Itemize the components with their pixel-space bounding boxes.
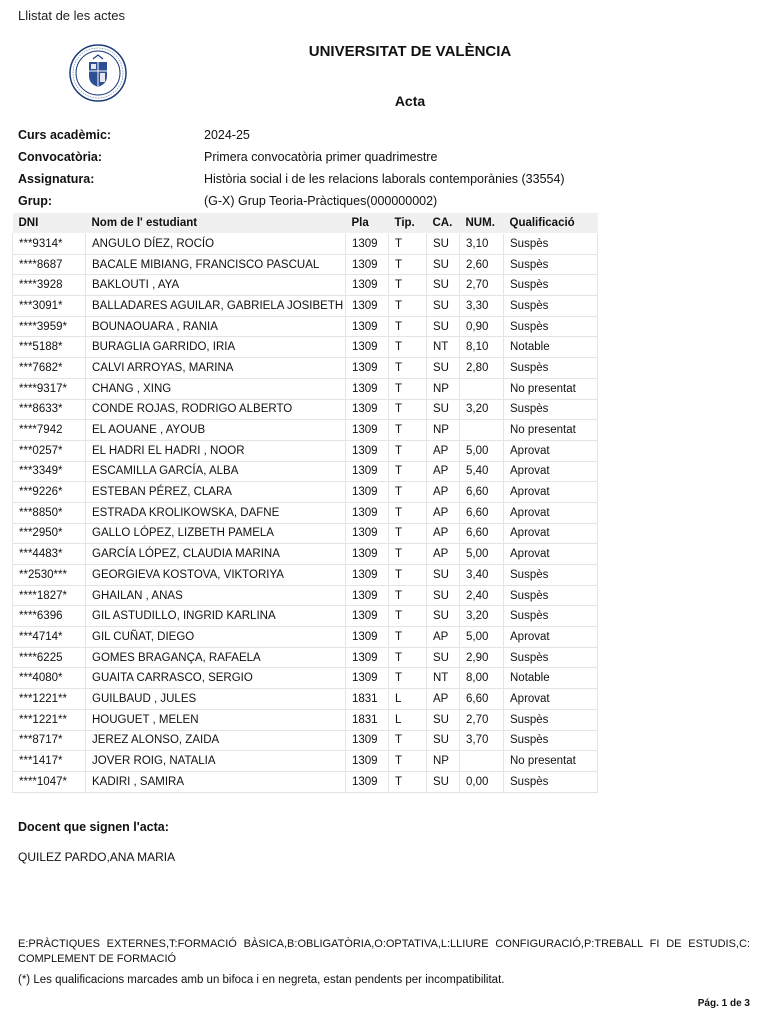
- cell-num: 2,70: [460, 275, 504, 296]
- meta-value: Història social i de les relacions laborals contemporànies (33554): [204, 172, 565, 186]
- meta-label: Convocatòria:: [18, 150, 103, 164]
- cell-type: T: [389, 378, 427, 399]
- cell-type: T: [389, 461, 427, 482]
- cell-num: 0,90: [460, 316, 504, 337]
- cell-ca: SU: [427, 606, 460, 627]
- table-row: [13, 544, 598, 565]
- cell-grade: No presentat: [504, 751, 598, 772]
- cell-num: 5,00: [460, 627, 504, 648]
- cell-type: T: [389, 627, 427, 648]
- cell-num: 6,60: [460, 502, 504, 523]
- cell-ca: AP: [427, 627, 460, 648]
- cell-student-name: CHANG , XING: [86, 378, 346, 399]
- cell-type: T: [389, 544, 427, 565]
- cell-student-name: BURAGLIA GARRIDO, IRIA: [86, 337, 346, 358]
- cell-student-name: GIL ASTUDILLO, INGRID KARLINA: [86, 606, 346, 627]
- table-row: [13, 234, 598, 255]
- table-row: [13, 771, 598, 792]
- cell-plan: 1309: [346, 358, 389, 379]
- cell-dni: ***9314*: [13, 234, 86, 255]
- cell-plan: 1309: [346, 565, 389, 586]
- cell-ca: SU: [427, 275, 460, 296]
- cell-student-name: BOUNAOUARA , RANIA: [86, 316, 346, 337]
- cell-grade: Aprovat: [504, 461, 598, 482]
- cell-plan: 1309: [346, 337, 389, 358]
- cell-dni: ***2950*: [13, 523, 86, 544]
- cell-grade: Suspès: [504, 565, 598, 586]
- cell-plan: 1309: [346, 234, 389, 255]
- table-row: [13, 378, 598, 399]
- cell-plan: 1309: [346, 647, 389, 668]
- cell-plan: 1309: [346, 502, 389, 523]
- cell-ca: SU: [427, 565, 460, 586]
- cell-student-name: EL AOUANE , AYOUB: [86, 420, 346, 441]
- cell-ca: SU: [427, 296, 460, 317]
- cell-grade: Aprovat: [504, 689, 598, 710]
- table-row: [13, 523, 598, 544]
- cell-dni: ****3928: [13, 275, 86, 296]
- cell-plan: 1309: [346, 606, 389, 627]
- cell-dni: ***3349*: [13, 461, 86, 482]
- cell-student-name: GHAILAN , ANAS: [86, 585, 346, 606]
- cell-dni: ***4483*: [13, 544, 86, 565]
- cell-grade: Notable: [504, 668, 598, 689]
- cell-student-name: CALVI ARROYAS, MARINA: [86, 358, 346, 379]
- cell-grade: Suspès: [504, 709, 598, 730]
- cell-num: 2,40: [460, 585, 504, 606]
- cell-dni: ****8687: [13, 254, 86, 275]
- cell-ca: SU: [427, 730, 460, 751]
- cell-grade: Suspès: [504, 730, 598, 751]
- column-header-plan: Pla: [346, 213, 389, 234]
- cell-num: 2,60: [460, 254, 504, 275]
- cell-ca: SU: [427, 316, 460, 337]
- cell-type: T: [389, 254, 427, 275]
- cell-plan: 1309: [346, 378, 389, 399]
- cell-type: T: [389, 358, 427, 379]
- cell-num: 3,20: [460, 606, 504, 627]
- cell-dni: ***8717*: [13, 730, 86, 751]
- footnote-text: (*) Les qualificacions marcades amb un bifoca i en negreta, estan pendents per incompatibilitat.: [18, 974, 505, 986]
- cell-grade: Suspès: [504, 606, 598, 627]
- cell-type: T: [389, 399, 427, 420]
- cell-plan: 1309: [346, 275, 389, 296]
- meta-row-call: [18, 146, 718, 168]
- legend-text: E:PRÀCTIQUES EXTERNES,T:FORMACIÓ BÀSICA,B:OBLIGATÒRIA,O:OPTATIVA,L:LLIURE CONFIGURACIÓ,P:TREBALL FI DE ESTUDIS,C: COMPLEMENT DE FORMACIÓ: [18, 938, 750, 965]
- cell-plan: 1831: [346, 709, 389, 730]
- cell-plan: 1309: [346, 751, 389, 772]
- cell-plan: 1309: [346, 771, 389, 792]
- cell-plan: 1309: [346, 668, 389, 689]
- cell-dni: ***7682*: [13, 358, 86, 379]
- cell-dni: ***8633*: [13, 399, 86, 420]
- cell-num: 3,70: [460, 730, 504, 751]
- cell-ca: AP: [427, 461, 460, 482]
- table-row: [13, 730, 598, 751]
- table-row: [13, 482, 598, 503]
- table-row: [13, 296, 598, 317]
- cell-num: 3,10: [460, 234, 504, 255]
- cell-ca: NP: [427, 378, 460, 399]
- table-row: [13, 358, 598, 379]
- cell-student-name: CONDE ROJAS, RODRIGO ALBERTO: [86, 399, 346, 420]
- cell-student-name: ANGULO DÍEZ, ROCÍO: [86, 234, 346, 255]
- cell-num: 0,00: [460, 771, 504, 792]
- cell-type: T: [389, 296, 427, 317]
- table-row: [13, 606, 598, 627]
- cell-dni: **2530***: [13, 565, 86, 586]
- document-label: Llistat de les actes: [18, 8, 125, 23]
- cell-num: 8,00: [460, 668, 504, 689]
- cell-type: L: [389, 689, 427, 710]
- cell-grade: Aprovat: [504, 482, 598, 503]
- cell-ca: SU: [427, 647, 460, 668]
- cell-ca: SU: [427, 709, 460, 730]
- cell-dni: ***3091*: [13, 296, 86, 317]
- cell-type: T: [389, 523, 427, 544]
- cell-student-name: ESCAMILLA GARCÍA, ALBA: [86, 461, 346, 482]
- table-row: [13, 668, 598, 689]
- cell-num: 3,30: [460, 296, 504, 317]
- table-row: [13, 337, 598, 358]
- table-row: [13, 647, 598, 668]
- cell-plan: 1309: [346, 399, 389, 420]
- cell-dni: ****7942: [13, 420, 86, 441]
- cell-ca: SU: [427, 399, 460, 420]
- cell-num: 2,80: [460, 358, 504, 379]
- cell-num: [460, 378, 504, 399]
- table-row: [13, 420, 598, 441]
- cell-plan: 1831: [346, 689, 389, 710]
- cell-dni: ****3959*: [13, 316, 86, 337]
- cell-num: 5,40: [460, 461, 504, 482]
- column-header-dni: DNI: [13, 213, 86, 234]
- table-row: [13, 254, 598, 275]
- cell-student-name: JOVER ROIG, NATALIA: [86, 751, 346, 772]
- cell-grade: Notable: [504, 337, 598, 358]
- cell-student-name: JEREZ ALONSO, ZAIDA: [86, 730, 346, 751]
- cell-ca: SU: [427, 771, 460, 792]
- cell-dni: ***5188*: [13, 337, 86, 358]
- cell-ca: AP: [427, 482, 460, 503]
- cell-grade: Aprovat: [504, 523, 598, 544]
- docent-name: QUILEZ PARDO,ANA MARIA: [18, 850, 176, 864]
- cell-student-name: GARCÍA LÓPEZ, CLAUDIA MARINA: [86, 544, 346, 565]
- cell-dni: ***1221**: [13, 709, 86, 730]
- cell-plan: 1309: [346, 461, 389, 482]
- cell-dni: ****1047*: [13, 771, 86, 792]
- cell-type: T: [389, 771, 427, 792]
- cell-type: T: [389, 275, 427, 296]
- cell-grade: Suspès: [504, 647, 598, 668]
- cell-plan: 1309: [346, 482, 389, 503]
- cell-plan: 1309: [346, 585, 389, 606]
- cell-num: 2,90: [460, 647, 504, 668]
- cell-grade: Aprovat: [504, 544, 598, 565]
- cell-ca: NP: [427, 751, 460, 772]
- cell-plan: 1309: [346, 544, 389, 565]
- cell-type: T: [389, 420, 427, 441]
- cell-student-name: HOUGUET , MELEN: [86, 709, 346, 730]
- cell-num: [460, 751, 504, 772]
- cell-dni: ***4714*: [13, 627, 86, 648]
- column-header-type: Tip.: [389, 213, 427, 234]
- cell-grade: No presentat: [504, 378, 598, 399]
- cell-grade: Suspès: [504, 585, 598, 606]
- cell-dni: ***0257*: [13, 440, 86, 461]
- table-row: [13, 502, 598, 523]
- cell-grade: Aprovat: [504, 502, 598, 523]
- meta-value: Primera convocatòria primer quadrimestre: [204, 150, 438, 164]
- table-row: [13, 585, 598, 606]
- page-number: Pág. 1 de 3: [697, 998, 750, 1009]
- cell-type: L: [389, 709, 427, 730]
- cell-grade: Suspès: [504, 316, 598, 337]
- cell-type: T: [389, 482, 427, 503]
- meta-value: 2024-25: [204, 128, 250, 142]
- cell-num: 3,20: [460, 399, 504, 420]
- cell-ca: NT: [427, 337, 460, 358]
- table-row: [13, 275, 598, 296]
- cell-student-name: BACALE MIBIANG, FRANCISCO PASCUAL: [86, 254, 346, 275]
- cell-grade: Suspès: [504, 296, 598, 317]
- cell-type: T: [389, 316, 427, 337]
- cell-type: T: [389, 440, 427, 461]
- cell-num: 8,10: [460, 337, 504, 358]
- cell-ca: SU: [427, 358, 460, 379]
- cell-student-name: KADIRI , SAMIRA: [86, 771, 346, 792]
- cell-grade: Suspès: [504, 771, 598, 792]
- meta-row-subject: [18, 168, 718, 190]
- table-body: [13, 234, 598, 793]
- cell-type: T: [389, 730, 427, 751]
- cell-ca: SU: [427, 585, 460, 606]
- column-header-student-name: Nom de l' estudiant: [86, 213, 346, 234]
- docent-label: Docent que signen l'acta:: [18, 820, 169, 834]
- cell-type: T: [389, 337, 427, 358]
- cell-plan: 1309: [346, 420, 389, 441]
- cell-grade: No presentat: [504, 420, 598, 441]
- cell-type: T: [389, 234, 427, 255]
- cell-dni: ***1417*: [13, 751, 86, 772]
- cell-num: 6,60: [460, 482, 504, 503]
- meta-row-group: [18, 190, 718, 212]
- table-row: [13, 709, 598, 730]
- table-row: [13, 316, 598, 337]
- cell-plan: 1309: [346, 296, 389, 317]
- cell-dni: ****6225: [13, 647, 86, 668]
- meta-label: Grup:: [18, 194, 53, 208]
- cell-dni: ***4080*: [13, 668, 86, 689]
- cell-plan: 1309: [346, 523, 389, 544]
- cell-type: T: [389, 751, 427, 772]
- cell-plan: 1309: [346, 627, 389, 648]
- cell-num: [460, 420, 504, 441]
- cell-student-name: GIL CUÑAT, DIEGO: [86, 627, 346, 648]
- cell-dni: ****1827*: [13, 585, 86, 606]
- table-row: [13, 751, 598, 772]
- cell-dni: ****6396: [13, 606, 86, 627]
- table-row: [13, 627, 598, 648]
- cell-ca: NP: [427, 420, 460, 441]
- cell-plan: 1309: [346, 730, 389, 751]
- cell-num: 5,00: [460, 440, 504, 461]
- cell-student-name: GOMES BRAGANÇA, RAFAELA: [86, 647, 346, 668]
- cell-student-name: GUILBAUD , JULES: [86, 689, 346, 710]
- cell-student-name: BAKLOUTI , AYA: [86, 275, 346, 296]
- cell-student-name: GALLO LÓPEZ, LIZBETH PAMELA: [86, 523, 346, 544]
- cell-num: 3,40: [460, 565, 504, 586]
- cell-dni: ***8850*: [13, 502, 86, 523]
- cell-dni: ***1221**: [13, 689, 86, 710]
- meta-value: (G-X) Grup Teoria-Pràctiques(000000002): [204, 194, 438, 208]
- column-header-num: NUM.: [460, 213, 504, 234]
- page-title: Acta: [394, 93, 426, 109]
- table-header-row: [13, 213, 598, 234]
- cell-student-name: BALLADARES AGUILAR, GABRIELA JOSIBETH: [86, 296, 346, 317]
- meta-label: Curs acadèmic:: [18, 128, 112, 142]
- cell-num: 2,70: [460, 709, 504, 730]
- table-row: [13, 461, 598, 482]
- table-row: [13, 440, 598, 461]
- table-row: [13, 565, 598, 586]
- cell-type: T: [389, 502, 427, 523]
- cell-plan: 1309: [346, 316, 389, 337]
- cell-grade: Suspès: [504, 275, 598, 296]
- cell-type: T: [389, 668, 427, 689]
- meta-row-academic-year: [18, 124, 718, 146]
- cell-type: T: [389, 565, 427, 586]
- cell-student-name: GEORGIEVA KOSTOVA, VIKTORIYA: [86, 565, 346, 586]
- cell-student-name: EL HADRI EL HADRI , NOOR: [86, 440, 346, 461]
- cell-grade: Suspès: [504, 234, 598, 255]
- cell-ca: AP: [427, 523, 460, 544]
- cell-grade: Aprovat: [504, 627, 598, 648]
- column-header-ca: CA.: [427, 213, 460, 234]
- cell-ca: SU: [427, 254, 460, 275]
- students-table: [12, 213, 598, 793]
- meta-label: Assignatura:: [18, 172, 95, 186]
- cell-ca: SU: [427, 234, 460, 255]
- cell-dni: ***9226*: [13, 482, 86, 503]
- university-name: UNIVERSITAT DE VALÈNCIA: [308, 43, 512, 60]
- cell-plan: 1309: [346, 440, 389, 461]
- cell-grade: Aprovat: [504, 440, 598, 461]
- cell-ca: AP: [427, 544, 460, 565]
- cell-ca: AP: [427, 502, 460, 523]
- table-row: [13, 399, 598, 420]
- cell-num: 6,60: [460, 689, 504, 710]
- column-header-grade: Qualificació: [504, 213, 598, 234]
- cell-student-name: GUAITA CARRASCO, SERGIO: [86, 668, 346, 689]
- cell-ca: AP: [427, 440, 460, 461]
- course-details: [18, 124, 718, 212]
- cell-type: T: [389, 606, 427, 627]
- cell-grade: Suspès: [504, 254, 598, 275]
- cell-dni: ****9317*: [13, 378, 86, 399]
- cell-student-name: ESTRADA KROLIKOWSKA, DAFNE: [86, 502, 346, 523]
- cell-num: 6,60: [460, 523, 504, 544]
- cell-type: T: [389, 585, 427, 606]
- cell-grade: Suspès: [504, 399, 598, 420]
- cell-grade: Suspès: [504, 358, 598, 379]
- cell-type: T: [389, 647, 427, 668]
- cell-plan: 1309: [346, 254, 389, 275]
- table-row: [13, 689, 598, 710]
- cell-num: 5,00: [460, 544, 504, 565]
- cell-student-name: ESTEBAN PÉREZ, CLARA: [86, 482, 346, 503]
- cell-ca: AP: [427, 689, 460, 710]
- cell-ca: NT: [427, 668, 460, 689]
